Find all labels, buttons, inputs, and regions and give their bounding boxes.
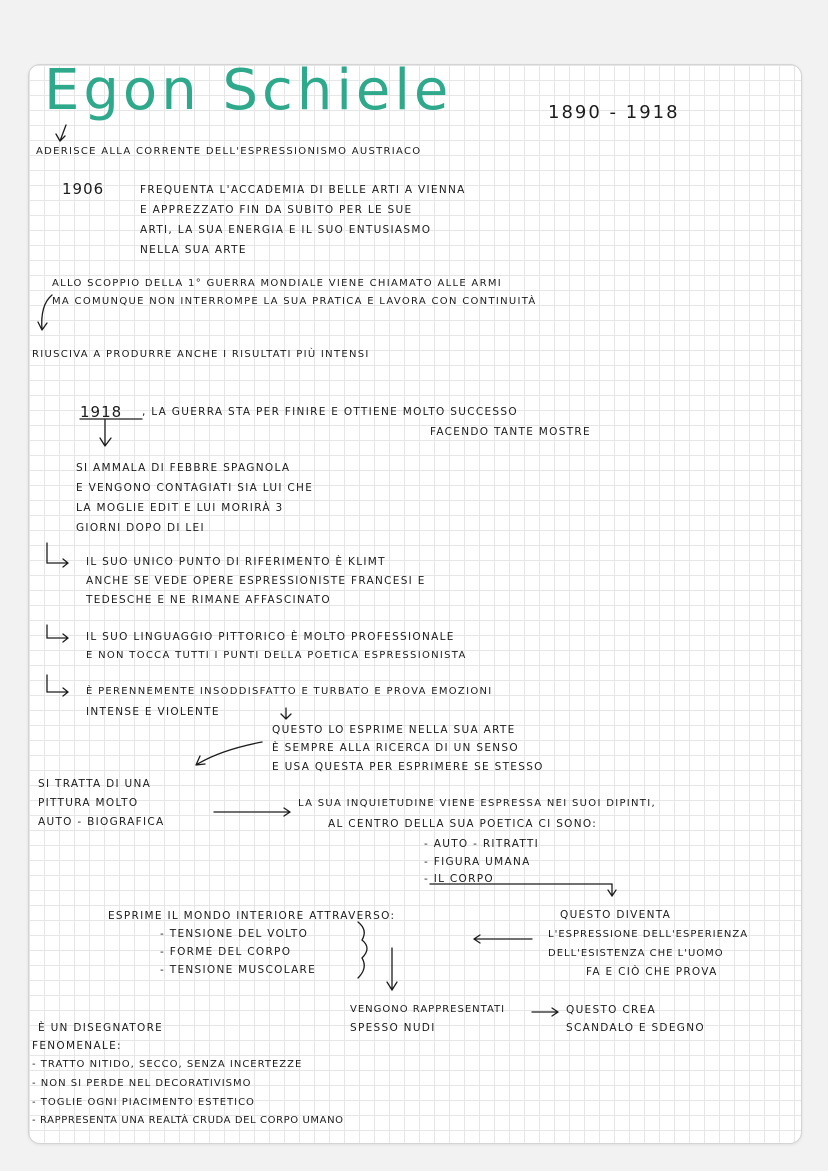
text-moglie: LA MOGLIE EDIT E LUI MORIRÀ 3 (76, 502, 284, 514)
text-poetica: E NON TOCCA TUTTI I PUNTI DELLA POETICA ESPRESSIONISTA (86, 650, 467, 661)
text-si-tratta: SI TRATTA DI UNA (38, 778, 152, 790)
text-cio-che-prova: FA E CIÒ CHE PROVA (586, 966, 718, 978)
text-giorni: GIORNI DOPO DI LEI (76, 522, 205, 534)
text-decorativismo: - NON SI PERDE NEL DECORATIVISMO (32, 1078, 252, 1089)
arrow-violente (281, 708, 291, 719)
arrow-from-diventa (474, 935, 532, 943)
arrow-to-inquietudine (214, 808, 290, 816)
arrow-title-down (56, 125, 66, 141)
text-violente: INTENSE E VIOLENTE (86, 706, 220, 718)
text-tensione-volto: - TENSIONE DEL VOLTO (160, 928, 309, 940)
text-inquietudine: LA SUA INQUIETUDINE VIENE ESPRESSA NEI SUOI DIPINTI, (298, 798, 656, 809)
text-senso: È SEMPRE ALLA RICERCA DI UN SENSO (272, 742, 519, 754)
text-esistenza: DELL'ESISTENZA CHE L'UOMO (548, 948, 724, 959)
text-se-stesso: E USA QUESTA PER ESPRIMERE SE STESSO (272, 761, 544, 773)
text-fenomenale: FENOMENALE: (32, 1040, 122, 1052)
text-energia: ARTI, LA SUA ENERGIA E IL SUO ENTUSIASMO (140, 224, 432, 236)
arrow-insoddisfatto (47, 675, 68, 696)
text-scoppio-guerra: ALLO SCOPPIO DELLA 1° GUERRA MONDIALE VIENE CHIAMATO ALLE ARMI (52, 278, 502, 289)
text-linguaggio: IL SUO LINGUAGGIO PITTORICO È MOLTO PROFESSIONALE (86, 631, 455, 643)
text-espressione-esperienza: L'ESPRESSIONE DELL'ESPERIENZA (548, 929, 749, 940)
text-mondo-interiore: ESPRIME IL MONDO INTERIORE ATTRAVERSO: (108, 910, 396, 922)
arrow-corpo-down (608, 884, 616, 896)
text-nella-arte: NELLA SUA ARTE (140, 244, 247, 256)
page-title: Egon Schiele (44, 58, 453, 123)
text-insoddisfatto: È PERENNEMENTE INSODDISFATTO E TURBATO E PROVA EMOZIONI (86, 686, 493, 697)
arrow-linguaggio (47, 625, 68, 642)
text-aderisce: ADERISCE ALLA CORRENTE DELL'ESPRESSIONISMO AUSTRIACO (36, 146, 422, 157)
text-apprezzato: E APPREZZATO FIN DA SUBITO PER LE SUE (140, 204, 413, 216)
text-forme-corpo: - FORME DEL CORPO (160, 946, 292, 958)
text-guerra-finire: , LA GUERRA STA PER FINIRE E OTTIENE MOLTO SUCCESSO (142, 406, 518, 418)
text-scandalo: SCANDALO E SDEGNO (566, 1022, 705, 1034)
life-dates: 1890 - 1918 (548, 102, 680, 123)
brace-tension (358, 922, 367, 978)
text-autoritratti: - AUTO - RITRATTI (424, 838, 540, 850)
year-1918: 1918 (80, 403, 123, 421)
arrow-to-autobiografica (196, 742, 262, 765)
text-klimt: IL SUO UNICO PUNTO DI RIFERIMENTO È KLIMT (86, 556, 386, 568)
text-autobiografica: AUTO - BIOGRAFICA (38, 816, 165, 828)
text-mostre: FACENDO TANTE MOSTRE (430, 426, 591, 438)
text-opere: ANCHE SE VEDE OPERE ESPRESSIONISTE FRANCESI E (86, 575, 426, 587)
text-pittura: PITTURA MOLTO (38, 797, 139, 809)
text-continuita: MA COMUNQUE NON INTERROMPE LA SUA PRATICA E LAVORA CON CONTINUITÀ (52, 296, 537, 307)
text-affascinato: TEDESCHE E NE RIMANE AFFASCINATO (86, 594, 331, 606)
text-accademia: FREQUENTA L'ACCADEMIA DI BELLE ARTI A VIENNA (140, 184, 466, 196)
text-disegnatore: È UN DISEGNATORE (38, 1022, 164, 1034)
arrow-klimt (47, 543, 68, 567)
arrow-curve-left (38, 295, 52, 330)
text-tensione-muscolare: - TENSIONE MUSCOLARE (160, 964, 317, 976)
text-febbre: SI AMMALA DI FEBBRE SPAGNOLA (76, 462, 291, 474)
arrow-to-scandalo (532, 1008, 558, 1016)
text-spesso-nudi: SPESSO NUDI (350, 1022, 436, 1034)
text-tratto-nitido: - TRATTO NITIDO, SECCO, SENZA INCERTEZZE (32, 1059, 303, 1070)
text-figura-umana: - FIGURA UMANA (424, 856, 531, 868)
text-il-corpo: - IL CORPO (424, 873, 494, 885)
text-centro-poetica: AL CENTRO DELLA SUA POETICA CI SONO: (328, 818, 598, 830)
arrow-to-vengono (387, 948, 397, 990)
text-piacimento: - TOGLIE OGNI PIACIMENTO ESTETICO (32, 1097, 255, 1108)
text-esprime-arte: QUESTO LO ESPRIME NELLA SUA ARTE (272, 724, 516, 736)
arrow-1918-down (100, 420, 111, 446)
text-vengono-rappresentati: VENGONO RAPPRESENTATI (350, 1004, 506, 1015)
year-1906: 1906 (62, 180, 105, 198)
text-questo-diventa: QUESTO DIVENTA (560, 909, 672, 921)
text-risultati: RIUSCIVA A PRODURRE ANCHE I RISULTATI PIÙ INTENSI (32, 349, 370, 360)
text-realta-cruda: - RAPPRESENTA UNA REALTÀ CRUDA DEL CORPO UMANO (32, 1115, 344, 1126)
text-questo-crea: QUESTO CREA (566, 1004, 657, 1016)
text-contagiati: E VENGONO CONTAGIATI SIA LUI CHE (76, 482, 314, 494)
